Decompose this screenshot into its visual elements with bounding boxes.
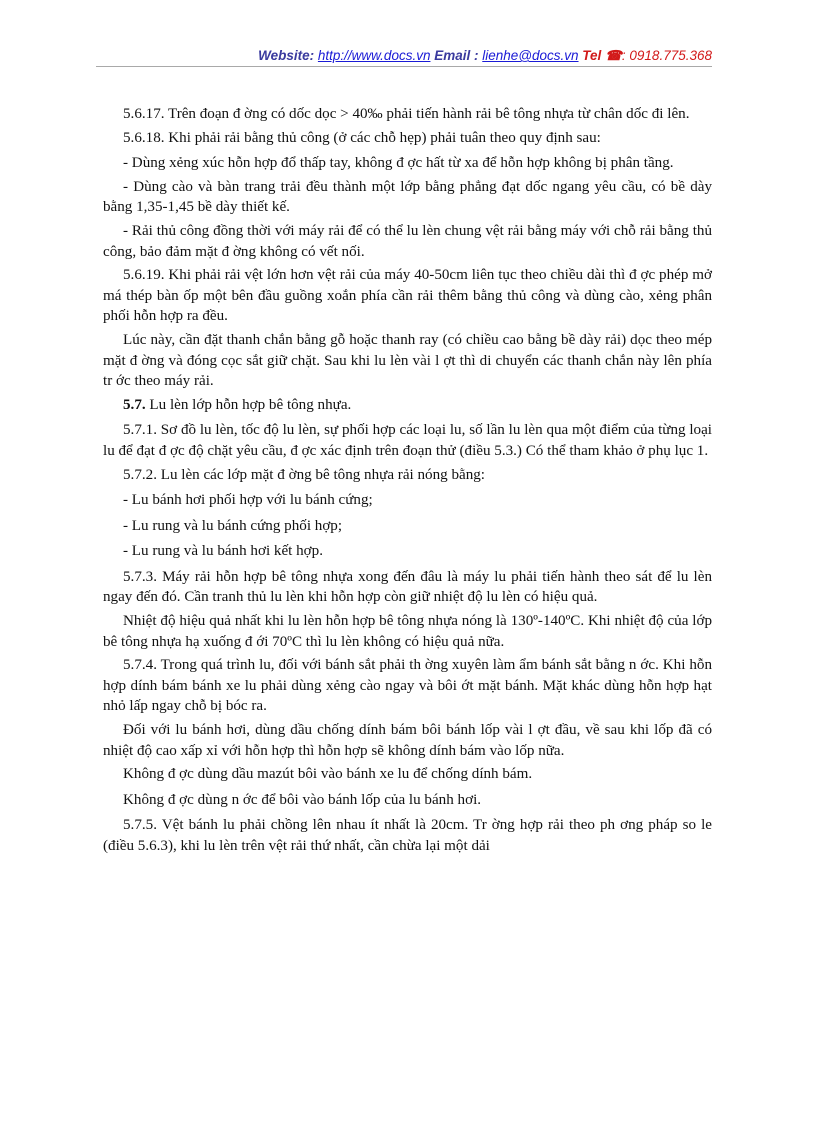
paragraph: Đối với lu bánh hơi, dùng dầu chống dính bám bôi bánh lốp vài l ợt đầu, về sau khi lốp đã có nhiệt độ cao xấp xỉ với hỗn hợp thì hỗn hợp sẽ không dính bám vào lốp nữa. — [103, 722, 712, 759]
list-item: - Lu rung và lu bánh cứng phối hợp; — [123, 517, 343, 534]
section-title: Lu lèn lớp hỗn hợp bê tông nhựa. — [145, 396, 352, 413]
paragraph: Không đ ợc dùng n ớc để bôi vào bánh lốp của lu bánh hơi. — [123, 791, 482, 808]
paragraph: Nhiệt độ hiệu quả nhất khi lu lèn hỗn hợp bê tông nhựa nóng là 130º-140ºC. Khi nhiệt độ của lớp bê tông nhựa hạ xuống đ ới 70ºC thì lu lèn không có hiệu quả nữa. — [103, 613, 712, 650]
paragraph-5-6-18: 5.6.18. Khi phải rải bằng thủ công (ở các chỗ hẹp) phải tuân theo quy định sau: — [123, 129, 601, 146]
paragraph: Lúc này, cần đặt thanh chắn bằng gỗ hoặc thanh ray (có chiều cao bằng bề dày rải) dọc theo mép mặt đ ờng và đóng cọc sắt giữ chặt. Sau khi lu lèn vài l ợt thì di chuyển các thanh chắn này lên phía tr ớc theo máy rải. — [103, 331, 712, 390]
paragraph-5-7-3: 5.7.3. Máy rải hỗn hợp bê tông nhựa xong đến đâu là máy lu phải tiến hành theo sát để lu lèn ngay đến đó. Cần tranh thủ lu lèn khi hỗn hợp còn giữ nhiệt độ lu lèn có hiệu quả. — [103, 568, 712, 606]
header-divider — [96, 66, 712, 67]
section-number: 5.7. — [123, 396, 146, 413]
list-item: - Dùng xẻng xúc hỗn hợp đổ thấp tay, không đ ợc hất từ xa để hỗn hợp không bị phân tầng. — [123, 155, 674, 172]
paragraph-5-7-4: 5.7.4. Trong quá trình lu, đối với bánh sắt phải th ờng xuyên làm ẩm bánh sắt bằng n ớc. Khi hỗn hợp dính bám bánh xe lu phải dùng xẻng cào ngay và bôi ớt mặt bánh. Mặt khác dùng hỗn hợp hạt nhỏ lấp ngay chỗ bị bóc ra. — [103, 657, 712, 715]
section-heading-5-7 — [103, 395, 712, 416]
paragraph-5-7-2: 5.7.2. Lu lèn các lớp mặt đ ờng bê tông nhựa rải nóng bằng: — [123, 466, 485, 483]
document-body — [103, 104, 712, 860]
list-item: - Dùng cào và bàn trang trải đều thành một lớp bằng phẳng đạt dốc ngang yêu cầu, có bề dày bằng 1,35-1,45 bề dày thiết kế. — [103, 178, 712, 216]
paragraph: Không đ ợc dùng dầu mazút bôi vào bánh xe lu để chống dính bám. — [123, 766, 533, 783]
list-item: - Rải thủ công đồng thời với máy rải để có thể lu lèn chung vệt rải bằng máy với chỗ rải bằng thủ công, bảo đảm mặt đ ờng không có vết nối. — [103, 222, 712, 260]
website-link[interactable]: http://www.docs.vn — [317, 48, 431, 63]
email-link[interactable]: lienhe@docs.vn — [482, 48, 579, 63]
paragraph-5-7-5: 5.7.5. Vệt bánh lu phải chồng lên nhau ít nhất là 20cm. Tr ờng hợp rải theo ph ơng pháp so le (điều 5.6.3), khi lu lèn trên vệt rải thứ nhất, cần chừa lại một dải — [103, 817, 712, 854]
email-label: Email : — [434, 48, 479, 63]
tel-value: : 0918.775.368 — [621, 48, 712, 63]
tel-label: Tel — [582, 48, 602, 63]
paragraph-5-6-19: 5.6.19. Khi phải rải vệt lớn hơn vệt rải của máy 40-50cm liên tục theo chiều dài thì đ ợc phép mở má thép bàn ốp một bên đầu guồng xoắn phía cần rải thêm bằng thủ công và dùng cào, xẻng phân phối hỗn hợp ra đều. — [103, 267, 712, 325]
paragraph-5-7-1: 5.7.1. Sơ đồ lu lèn, tốc độ lu lèn, sự phối hợp các loại lu, số lần lu lèn qua một điểm của từng loại lu để đạt đ ợc độ chặt yêu cầu, đ ợc xác định trên đoạn thử (điều 5.3.) Có thể tham khảo ở phụ lục 1. — [103, 422, 712, 459]
page-header — [96, 48, 712, 64]
website-label: Website: — [258, 48, 315, 63]
list-item: - Lu rung và lu bánh hơi kết hợp. — [123, 543, 323, 560]
list-item: - Lu bánh hơi phối hợp với lu bánh cứng; — [123, 492, 373, 509]
phone-icon: ☎ — [605, 48, 622, 63]
paragraph-5-6-17: 5.6.17. Trên đoạn đ ờng có dốc dọc > 40‰ phải tiến hành rải bê tông nhựa từ chân dốc đi lên. — [123, 106, 690, 122]
